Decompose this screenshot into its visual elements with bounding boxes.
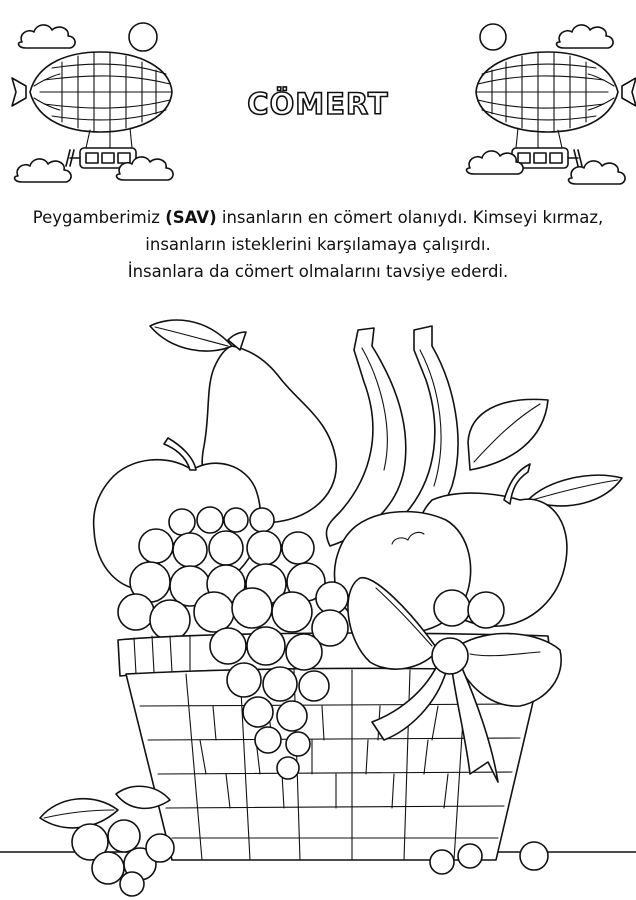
paragraph-line-2: insanların isteklerini karşılamaya çalışırdı. — [145, 235, 491, 254]
line1-prefix: Peygamberimiz — [32, 208, 166, 227]
paragraph-line-3: İnsanlara da cömert olmalarını tavsiye ederdi. — [127, 262, 509, 281]
line1-bold: (SAV) — [165, 208, 217, 227]
page-title-text: CÖMERT — [247, 87, 389, 121]
line1-suffix: insanların en cömert olanıydı. Kimseyi kırmaz, — [216, 208, 604, 227]
